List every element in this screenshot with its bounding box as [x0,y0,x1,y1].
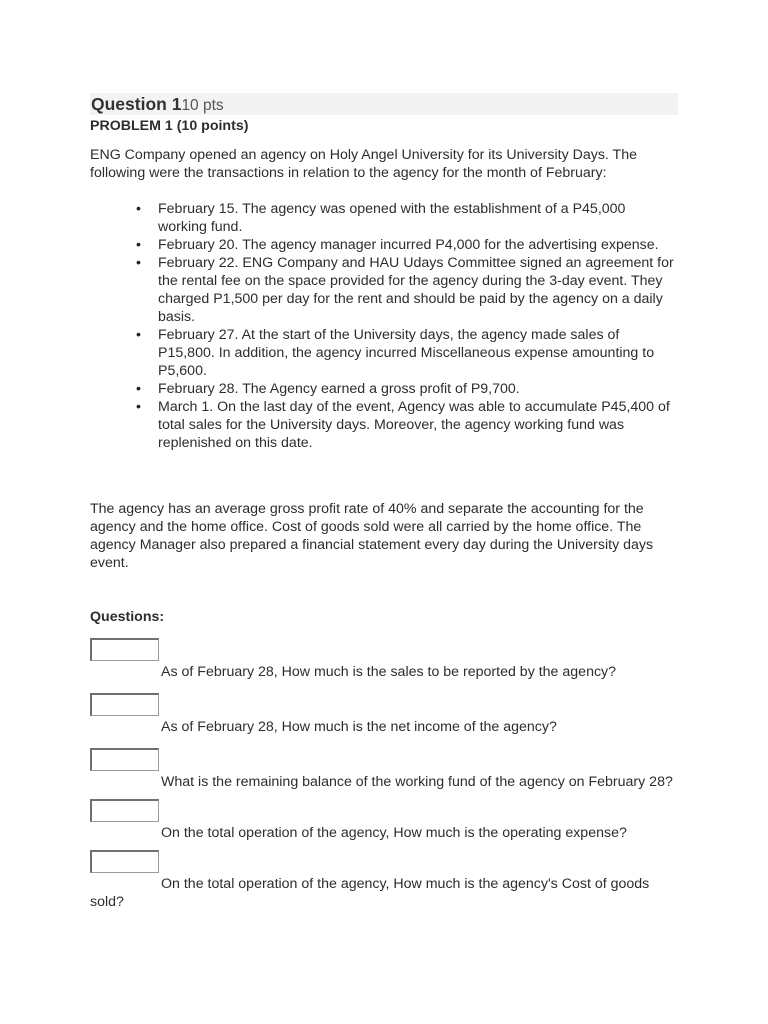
transactions-list [90,200,678,452]
question-text: As of February 28, How much is the sales to be reported by the agency? [161,664,617,680]
description-paragraph: The agency has an average gross profit rate of 40% and separate the accounting for the agency and the home office. Cost of goods sold were all carried by the home office. The agency Manager also prepared a financial statement every day during the University days event. [90,501,654,571]
question-item [90,748,678,791]
question-text: On the total operation of the agency, How much is the agency's Cost of goods sold? [90,876,650,910]
question-points: 10 pts [181,97,224,114]
list-item: • March 1. On the last day of the event, Agency was able to accumulate P45,400 of total sales for the University days. Moreover, the agency working fund was replenished on this date. [158,398,678,452]
answer-input-1[interactable] [90,638,159,661]
question-text: As of February 28, How much is the net income of the agency? [161,719,557,735]
question-item [90,799,678,842]
question-text: On the total operation of the agency, How much is the operating expense? [161,825,627,841]
answer-input-2[interactable] [90,693,159,716]
question-item [90,850,678,911]
questions-label: Questions: [90,609,165,625]
answer-input-5[interactable] [90,850,159,873]
answer-input-4[interactable] [90,799,159,822]
question-item [90,693,678,736]
list-item: • February 15. The agency was opened with the establishment of a P45,000 working fund. [158,200,678,236]
list-item: • February 27. At the start of the University days, the agency made sales of P15,800. In addition, the agency incurred Miscellaneous expense amounting to P5,600. [158,326,678,380]
question-text: What is the remaining balance of the working fund of the agency on February 28? [161,774,673,790]
intro-paragraph: ENG Company opened an agency on Holy Angel University for its University Days. The following were the transactions in relation to the agency for the month of February: [90,147,638,181]
answer-input-3[interactable] [90,748,159,771]
list-item: • February 28. The Agency earned a gross profit of P9,700. [158,380,678,398]
question-header [90,93,678,115]
list-item: • February 22. ENG Company and HAU Udays Committee signed an agreement for the rental fee on the space provided for the agency during the 3-day event. They charged P1,500 per day for the rent and should be paid by the agency on a daily basis. [158,254,678,326]
question-title: Question 1 [91,94,182,114]
question-container [90,93,678,923]
question-item [90,638,678,681]
problem-title: PROBLEM 1 (10 points) [90,118,249,134]
list-item: • February 20. The agency manager incurred P4,000 for the advertising expense. [158,236,678,254]
